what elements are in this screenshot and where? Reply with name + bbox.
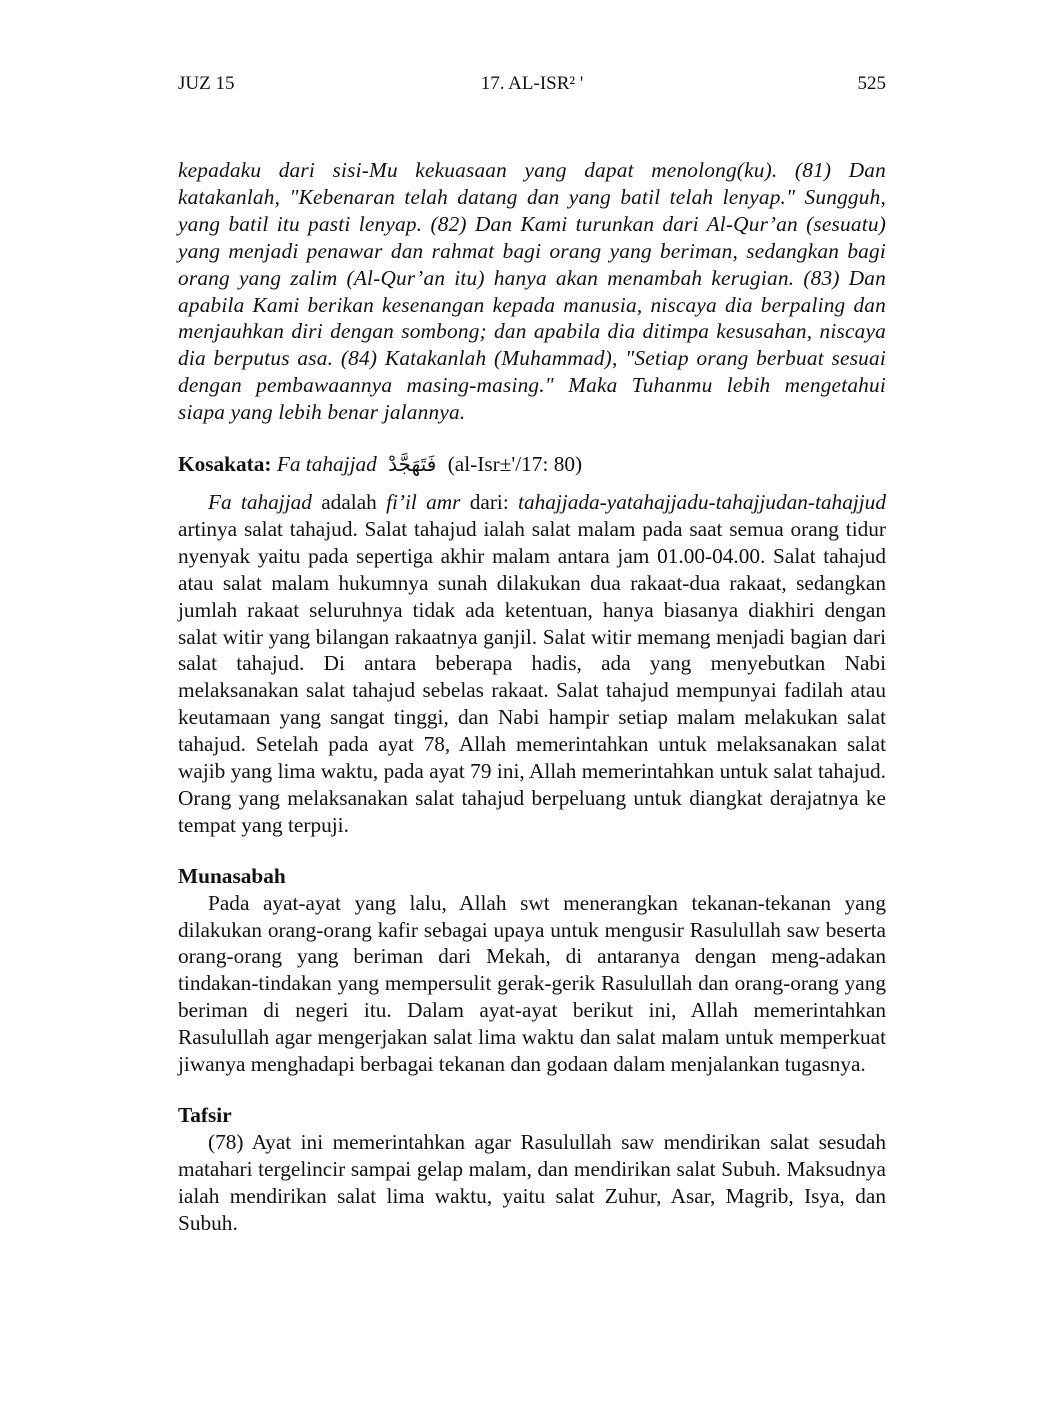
munasabah-body: Pada ayat-ayat yang lalu, Allah swt menerangkan tekanan-tekanan yang dilakukan orang-orang kafir sebagai upaya untuk mengusir Rasulullah saw beserta orang-orang yang beriman dari Mekah, di antaranya dengan meng-adakan tindakan-tindakan yang mempersulit gerak-gerik Rasulullah dan orang-orang yang beriman di negeri itu. Dalam ayat-ayat berikut ini, Allah memerintahkan Rasulullah agar mengerjakan salat lima waktu dan salat malam untuk memperkuat jiwanya menghadapi berbagai tekanan dan godaan dalam menjalankan tugasnya. xyxy=(178,890,886,1077)
kosakata-term: Fa tahajjad xyxy=(276,452,377,477)
surah-title: 17. AL-ISR² ' xyxy=(480,73,584,94)
running-header xyxy=(178,73,886,103)
body-text: dari: xyxy=(460,489,519,514)
body-text: adalah xyxy=(311,489,387,514)
kosakata-arabic: فَتَهَجَّدْ xyxy=(388,452,437,477)
kosakata-body xyxy=(178,489,886,839)
kosakata-reference: (al-Isr±'/17: 80) xyxy=(447,452,583,477)
kosakata-label: Kosakata: xyxy=(178,452,272,477)
tafsir-body: (78) Ayat ini memerintahkan agar Rasulullah saw mendirikan salat sesudah matahari tergelincir sampai gelap malam, dan mendirikan salat Subuh. Maksudnya ialah mendirikan salat lima waktu, yaitu salat Zuhur, Asar, Magrib, Isya, dan Subuh. xyxy=(178,1129,886,1235)
body-text: artinya salat tahajud. Salat tahajud ialah salat malam pada saat semua orang tidur nyenyak yaitu pada sepertiga akhir malam antara jam 01.00-04.00. Salat tahajud atau salat malam hukumnya sunah dilakukan dua rakaat-dua rakaat, sedangkan jumlah rakaat seluruhnya tidak ada ketentuan, hanya biasanya diakhiri dengan salat witir yang bilangan rakaatnya ganjil. Salat witir memang menjadi bagian dari salat tahajud. Di antara beberapa hadis, ada yang menyebutkan Nabi melaksanakan salat tahajud sebelas rakaat. Salat tahajud mempunyai fadilah atau keutamaan yang sangat tinggi, dan Nabi hampir setiap malam melakukan salat tahajud. Setelah pada ayat 78, Allah memerintahkan untuk melaksanakan salat wajib yang lima waktu, pada ayat 79 ini, Allah memerintahkan untuk salat tahajud. Orang yang melaksanakan salat tahajud berpeluang untuk diangkat derajatnya ke tempat yang terpuji. xyxy=(178,516,886,837)
term-fa-tahajjad: Fa tahajjad xyxy=(208,489,312,514)
verse-translation: kepadaku dari sisi-Mu kekuasaan yang dapat menolong(ku). (81) Dan katakanlah, "Kebenaran telah datang dan yang batil telah lenyap." Sungguh, yang batil itu pasti lenyap. (82) Dan Kami turunkan dari Al-Qur’an (sesuatu) yang menjadi penawar dan rahmat bagi orang yang beriman, sedangkan bagi orang yang zalim (Al-Qur’an itu) hanya akan menambah kerugian. (83) Dan apabila Kami berikan kesenangan kepada manusia, niscaya dia berpaling dan menjauhkan diri dengan sombong; dan apabila dia ditimpa kesusahan, niscaya dia berputus asa. (84) Katakanlah (Muhammad), "Setiap orang berbuat sesuai dengan pembawaannya masing-masing." Maka Tuhanmu lebih mengetahui siapa yang lebih benar jalannya. xyxy=(178,158,886,425)
tafsir-heading: Tafsir xyxy=(178,1103,232,1127)
juz-label: JUZ 15 xyxy=(178,73,235,94)
kosakata-heading xyxy=(178,451,886,478)
munasabah-heading: Munasabah xyxy=(178,863,286,888)
page-number: 525 xyxy=(857,73,886,94)
term-conjugation: tahajjada-yatahajjadu-tahajjudan-tahajjud xyxy=(518,489,886,514)
page-content xyxy=(178,157,886,1237)
term-fiil-amr: fi’il amr xyxy=(386,489,461,514)
